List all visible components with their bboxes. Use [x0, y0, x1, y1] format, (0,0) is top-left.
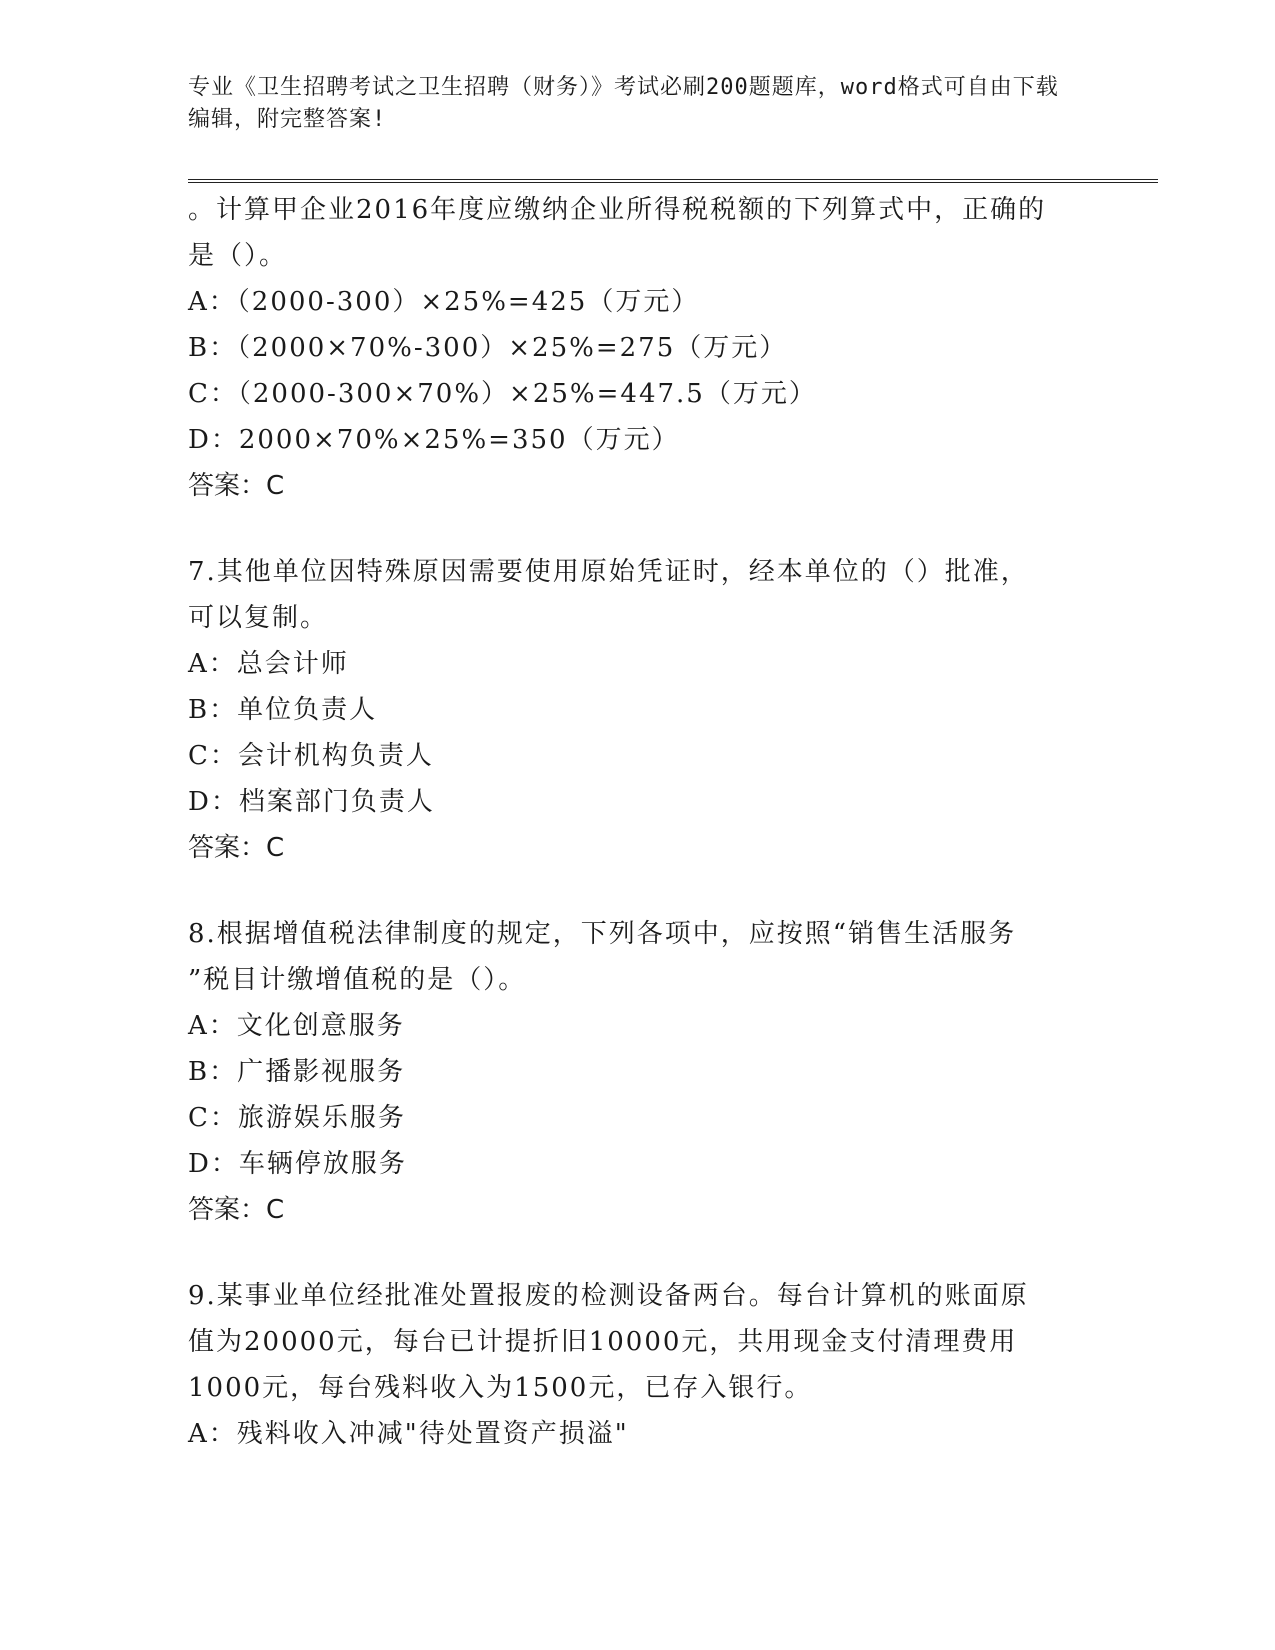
question-8	[188, 911, 1088, 1233]
option-c: C：（2000-300×70%）×25%=447.5（万元）	[188, 379, 817, 409]
option-d: D：2000×70%×25%=350（万元）	[188, 425, 680, 455]
question-stem: 1000元，每台残料收入为1500元，已存入银行。	[188, 1373, 813, 1403]
option-a: A：文化创意服务	[188, 1011, 405, 1041]
answer: 答案：C	[188, 1195, 285, 1225]
question-stem: 。计算甲企业2016年度应缴纳企业所得税税额的下列算式中，正确的	[188, 195, 1047, 225]
question-stem: 值为20000元，每台已计提折旧10000元，共用现金支付清理费用	[188, 1327, 1018, 1357]
option-d: D：车辆停放服务	[188, 1149, 407, 1179]
option-a: A：（2000-300）×25%=425（万元）	[188, 287, 700, 317]
question-9	[188, 1273, 1088, 1457]
question-7	[188, 549, 1088, 871]
header-title: 专业《卫生招聘考试之卫生招聘（财务）》考试必刷200题题库，word格式可自由下载编辑，附完整答案!	[188, 75, 1059, 132]
option-c: C：旅游娱乐服务	[188, 1103, 406, 1133]
question-6	[188, 187, 1088, 509]
option-a: A：残料收入冲减"待处置资产损溢"	[188, 1419, 629, 1449]
answer: 答案：C	[188, 833, 285, 863]
document-header	[188, 72, 1068, 136]
question-stem: 是（）。	[188, 241, 288, 271]
option-d: D：档案部门负责人	[188, 787, 435, 817]
header-divider	[188, 179, 1158, 183]
option-a: A：总会计师	[188, 649, 349, 679]
question-stem: 可以复制。	[188, 603, 329, 633]
option-c: C：会计机构负责人	[188, 741, 434, 771]
question-stem: 8.根据增值税法律制度的规定，下列各项中，应按照“销售生活服务	[188, 919, 1017, 949]
answer: 答案：C	[188, 471, 285, 501]
question-stem: ”税目计缴增值税的是（）。	[188, 965, 527, 995]
question-list	[188, 187, 1088, 1457]
option-b: B：单位负责人	[188, 695, 378, 725]
option-b: B：（2000×70%-300）×25%=275（万元）	[188, 333, 788, 363]
question-stem: 9.某事业单位经批准处置报废的检测设备两台。每台计算机的账面原	[188, 1281, 1029, 1311]
option-b: B：广播影视服务	[188, 1057, 406, 1087]
question-stem: 7.其他单位因特殊原因需要使用原始凭证时，经本单位的（）批准，	[188, 557, 1029, 587]
